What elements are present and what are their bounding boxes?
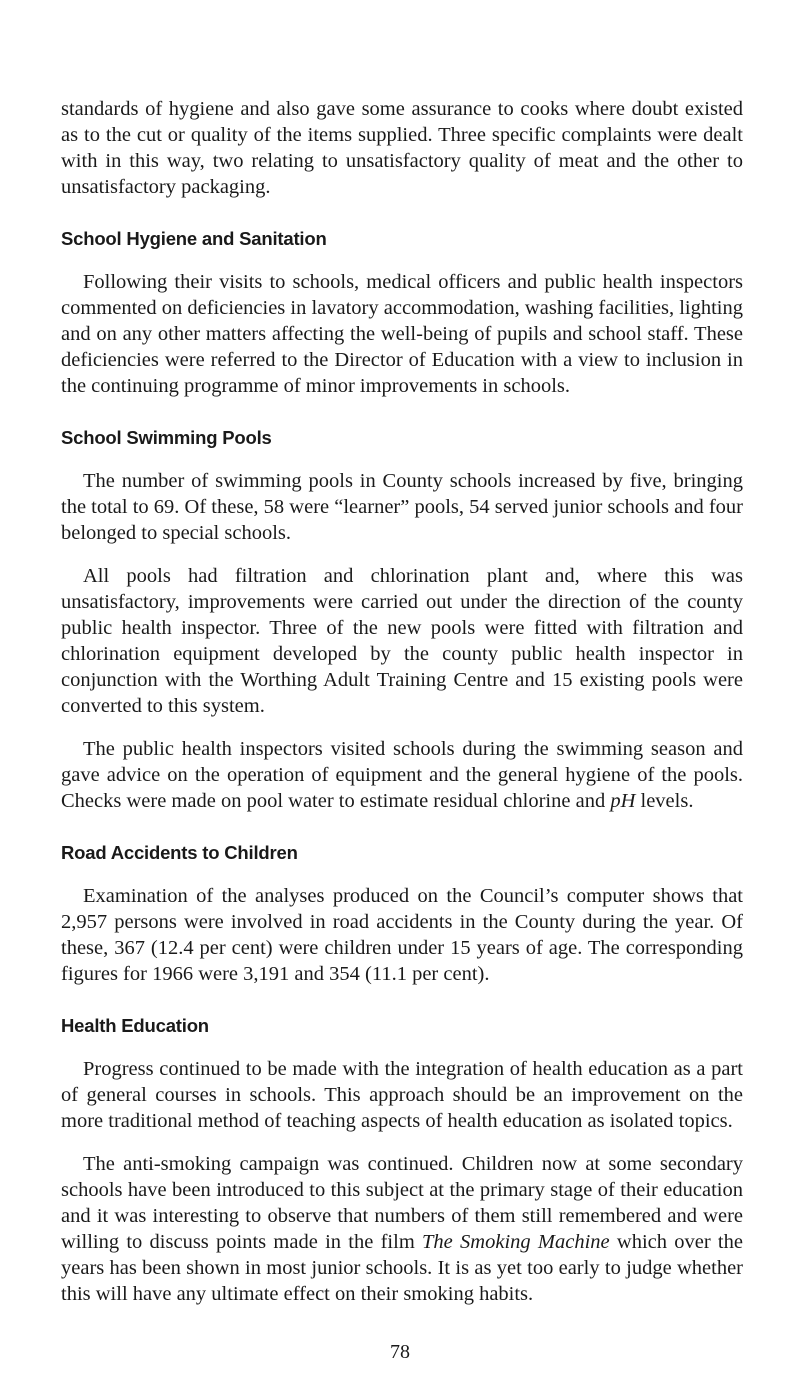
section-heading-school-hygiene: School Hygiene and Sanitation bbox=[61, 228, 327, 249]
page-number: 78 bbox=[390, 1341, 410, 1363]
swimming-pools-paragraph-3-text-a: The public health inspectors visited schools during the swimming season and gave advice on the operation of equipment and the general hygiene of the pools. Checks were made on pool water to estimate residual chlorine and bbox=[61, 738, 743, 812]
road-accidents-paragraph-1: Examination of the analyses produced on the Council’s computer shows that 2,957 persons were involved in road accidents in the County during the year. Of these, 367 (12.4 per cent) were children under 15 years of age. The corresponding figures for 1966 were 3,191 and 354 (11.1 per cent). bbox=[61, 885, 743, 985]
school-hygiene-paragraph-1: Following their visits to schools, medical officers and public health inspectors commented on deficiencies in lavatory accommodation, washing facilities, lighting and on any other matters affecting the well-being of pupils and school staff. These deficiencies were referred to the Director of Education with a view to inclusion in the continuing programme of minor improvements in schools. bbox=[61, 271, 743, 397]
swimming-pools-paragraph-3-text-b: levels. bbox=[635, 790, 694, 812]
health-education-paragraph-2 bbox=[61, 1151, 743, 1307]
film-title: The Smoking Machine bbox=[422, 1231, 610, 1253]
swimming-pools-paragraph-1: The number of swimming pools in County schools increased by five, bringing the total to 69. Of these, 58 were “learner” pools, 54 served junior schools and four belonged to special schools. bbox=[61, 470, 743, 544]
ph-term: pH bbox=[610, 790, 636, 812]
section-heading-road-accidents: Road Accidents to Children bbox=[61, 842, 298, 863]
health-education-paragraph-1: Progress continued to be made with the integration of health education as a part of general courses in schools. This approach should be an improvement on the more traditional method of teaching aspects of health education as isolated topics. bbox=[61, 1058, 743, 1132]
health-education-paragraph-2-text-a: The anti-smoking campaign was continued. Children now at some secondary schools have been introduced to this subject at the primary stage of their education and it was interesting to observe that numbers of them still remembered and were willing to discuss points made in the film bbox=[61, 1153, 743, 1253]
health-education-paragraph-2-text-b: which over the years has been shown in most junior schools. It is as yet too early to judge whether this will have any ultimate effect on their smoking habits. bbox=[61, 1231, 743, 1305]
section-heading-health-education: Health Education bbox=[61, 1015, 209, 1036]
intro-paragraph: standards of hygiene and also gave some assurance to cooks where doubt existed as to the cut or quality of the items supplied. Three specific complaints were dealt with in this way, two relating to unsatisfactory quality of meat and the other to unsatisfactory packaging. bbox=[61, 98, 743, 198]
swimming-pools-paragraph-3 bbox=[61, 736, 743, 814]
swimming-pools-paragraph-2: All pools had filtration and chlorination plant and, where this was unsatisfactory, improvements were carried out under the direction of the county public health inspector. Three of the new pools were fitted with filtration and chlorination equipment developed by the county public health inspector in conjunction with the Worthing Adult Training Centre and 15 existing pools were converted to this system. bbox=[61, 565, 743, 717]
section-heading-swimming-pools: School Swimming Pools bbox=[61, 427, 272, 448]
document-page bbox=[61, 96, 743, 1307]
